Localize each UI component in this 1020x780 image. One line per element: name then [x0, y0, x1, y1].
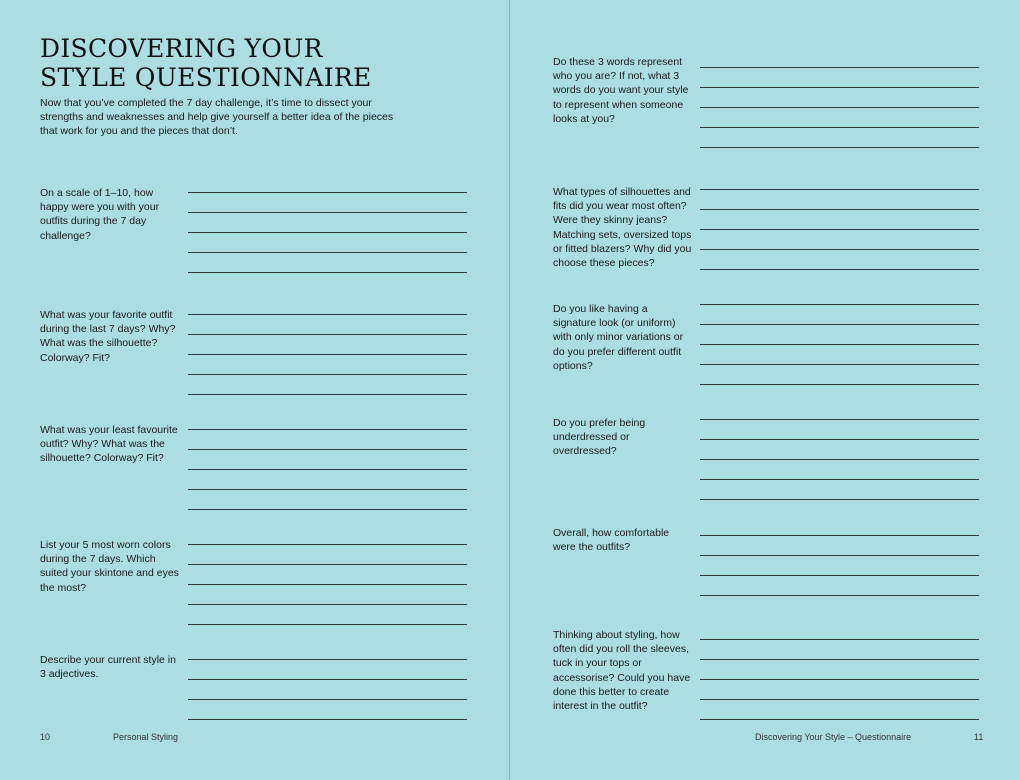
answer-line[interactable]: [188, 489, 467, 490]
page-title: [40, 34, 460, 92]
answer-line[interactable]: [188, 564, 467, 565]
answer-line[interactable]: [188, 192, 467, 193]
answer-line[interactable]: [700, 575, 979, 576]
question-happiness-scale: On a scale of 1–10, how happy were you with your outfits during the 7 day challenge?: [40, 187, 160, 242]
answer-line[interactable]: [700, 639, 979, 640]
answer-line[interactable]: [700, 719, 979, 720]
intro-paragraph: Now that you’ve completed the 7 day challenge, it’s time to dissect your strengths and weaknesses and help give yourself a better idea of the pieces that work for you and the pieces that don’t.: [40, 97, 394, 138]
question-style-adjectives: Describe your current style in 3 adjectives.: [40, 654, 176, 681]
answer-line[interactable]: [188, 272, 467, 273]
right-page: [510, 0, 1020, 780]
page-number-right: 11: [974, 732, 984, 742]
answer-line[interactable]: [700, 107, 979, 108]
answer-line[interactable]: [188, 314, 467, 315]
answer-line[interactable]: [700, 189, 979, 190]
answer-line[interactable]: [700, 344, 979, 345]
answer-line[interactable]: [700, 384, 979, 385]
answer-line[interactable]: [700, 364, 979, 365]
answer-line[interactable]: [188, 429, 467, 430]
answer-line[interactable]: [188, 659, 467, 660]
answer-line[interactable]: [700, 209, 979, 210]
page-number-left: 10: [40, 732, 51, 742]
answer-line[interactable]: [700, 659, 979, 660]
answer-line[interactable]: [700, 419, 979, 420]
answer-line[interactable]: [700, 269, 979, 270]
answer-line[interactable]: [188, 469, 467, 470]
answer-line[interactable]: [700, 87, 979, 88]
answer-line[interactable]: [700, 479, 979, 480]
title-line-1: DISCOVERING YOUR: [40, 34, 323, 63]
answer-line[interactable]: [700, 595, 979, 596]
answer-line[interactable]: [700, 324, 979, 325]
answer-line[interactable]: [700, 679, 979, 680]
answer-line[interactable]: [700, 229, 979, 230]
title-line-2: STYLE QUESTIONNAIRE: [40, 63, 372, 92]
answer-line[interactable]: [700, 555, 979, 556]
answer-line[interactable]: [700, 67, 979, 68]
answer-line[interactable]: [188, 232, 467, 233]
answer-line[interactable]: [188, 354, 467, 355]
question-comfort: Overall, how comfortable were the outfits?: [553, 527, 670, 554]
question-styling-details: Thinking about styling, how often did you roll the sleeves, tuck in your tops or accessorise? Could you have done this better to create interest in the outfit?: [553, 629, 691, 713]
answer-line[interactable]: [700, 535, 979, 536]
answer-line[interactable]: [188, 699, 467, 700]
answer-line[interactable]: [700, 147, 979, 148]
question-under-overdressed: Do you prefer being underdressed or overdressed?: [553, 417, 646, 458]
running-head-right: Discovering Your Style – Questionnaire: [755, 732, 912, 742]
answer-line[interactable]: [188, 679, 467, 680]
answer-line[interactable]: [188, 212, 467, 213]
answer-line[interactable]: [188, 544, 467, 545]
answer-line[interactable]: [188, 374, 467, 375]
question-favorite-outfit: What was your favorite outfit during the last 7 days? Why? What was the silhouette? Colorway? Fit?: [40, 309, 176, 364]
question-least-favourite-outfit: What was your least favourite outfit? Why? What was the silhouette? Colorway? Fit?: [40, 424, 178, 465]
answer-line[interactable]: [700, 499, 979, 500]
answer-line[interactable]: [700, 127, 979, 128]
answer-line[interactable]: [700, 249, 979, 250]
answer-line[interactable]: [188, 719, 467, 720]
answer-line[interactable]: [188, 449, 467, 450]
answer-line[interactable]: [188, 604, 467, 605]
answer-line[interactable]: [700, 699, 979, 700]
question-signature-look: Do you like having a signature look (or uniform) with only minor variations or do you prefer different outfit options?: [553, 303, 684, 372]
question-silhouettes: What types of silhouettes and fits did you wear most often? Were they skinny jeans? Matching sets, oversized tops or fitted blazers? Why did you choose these pieces?: [553, 186, 692, 270]
answer-line[interactable]: [188, 624, 467, 625]
running-head-left: Personal Styling: [113, 732, 179, 742]
answer-line[interactable]: [700, 439, 979, 440]
question-three-words: Do these 3 words represent who you are? If not, what 3 words do you want your style to represent when someone looks at you?: [553, 56, 689, 125]
answer-line[interactable]: [700, 304, 979, 305]
answer-line[interactable]: [188, 584, 467, 585]
question-most-worn-colors: List your 5 most worn colors during the 7 days. Which suited your skintone and eyes the most?: [40, 539, 179, 594]
answer-line[interactable]: [188, 509, 467, 510]
answer-line[interactable]: [700, 459, 979, 460]
answer-line[interactable]: [188, 394, 467, 395]
answer-line[interactable]: [188, 334, 467, 335]
answer-line[interactable]: [188, 252, 467, 253]
